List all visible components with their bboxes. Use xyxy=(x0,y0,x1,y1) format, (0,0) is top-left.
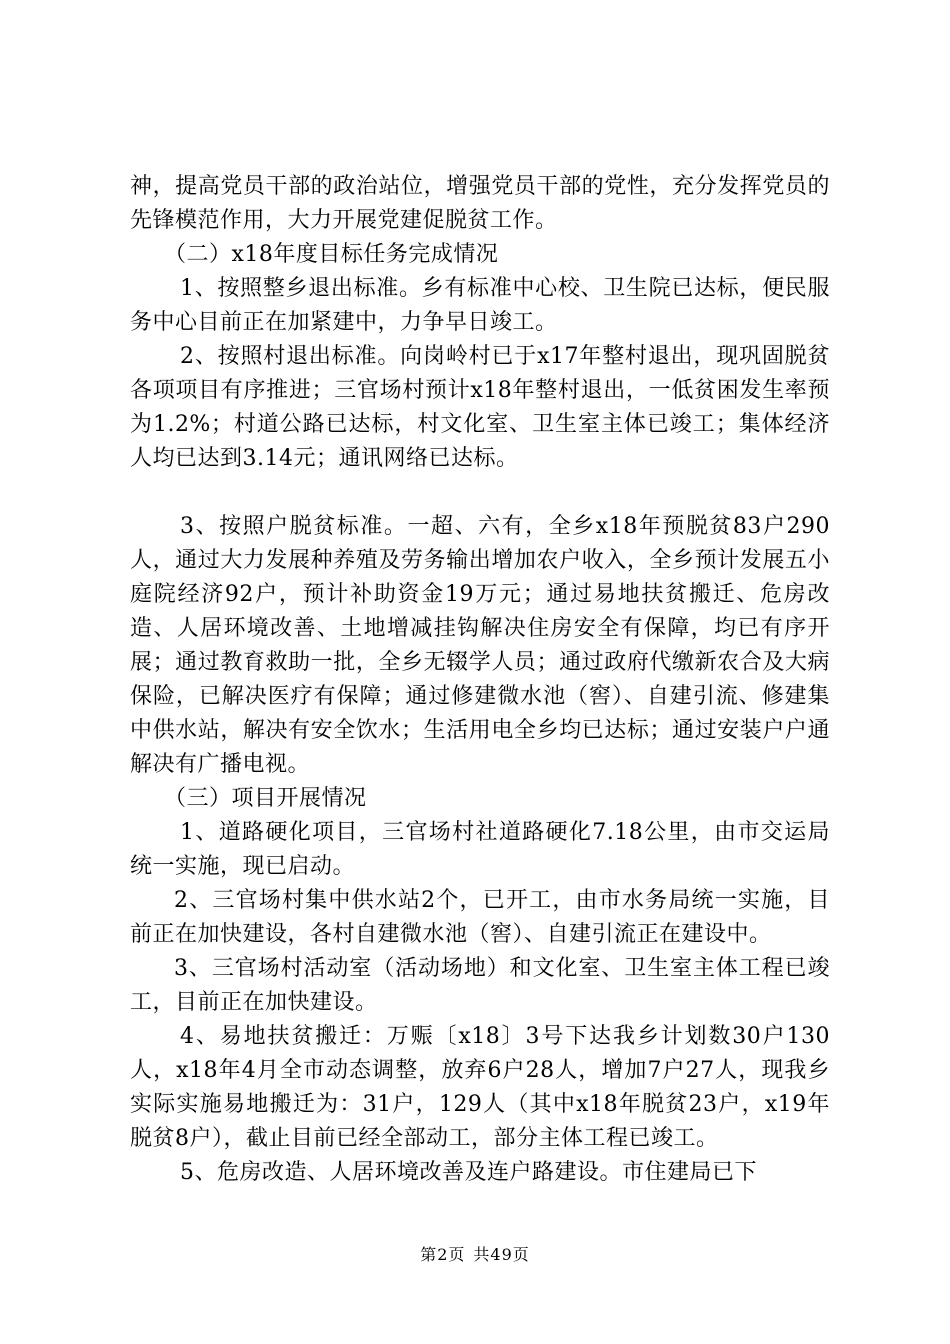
paragraph-item-1: 1、按照整乡退出标准。乡有标准中心校、卫生院已达标，便民服务中心目前正在加紧建中，力争早日竣工。 xyxy=(130,276,830,335)
paragraph-gap xyxy=(130,476,830,510)
paragraph-project-3: 3、三官场村活动室（活动场地）和文化室、卫生室主体工程已竣工，目前正在加快建设。 xyxy=(130,956,830,1015)
document-body xyxy=(130,170,830,1190)
paragraph-project-5: 5、危房改造、人居环境改善及连户路建设。市住建局已下 xyxy=(180,1160,757,1185)
section-heading-3: （三）项目开展情况 xyxy=(164,786,367,811)
page-footer xyxy=(0,1244,950,1266)
paragraph-project-4: 4、易地扶贫搬迁：万赈〔x18〕3号下达我乡计划数30户130人，x18年4月全市动态调整，放弃6户28人，增加7户27人，现我乡实际实施易地搬迁为：31户，129人（其中x18年脱贫23户，x19年脱贫8户），截止目前已经全部动工，部分主体工程已竣工。 xyxy=(130,1024,830,1151)
page-total: 共49页 xyxy=(473,1245,530,1264)
paragraph-project-1: 1、道路硬化项目，三官场村社道路硬化7.18公里，由市交运局统一实施，现已启动。 xyxy=(130,820,830,879)
page-number: 第2页 xyxy=(420,1245,466,1264)
section-heading-2: （二）x18年度目标任务完成情况 xyxy=(164,242,499,267)
paragraph-item-3: 3、按照户脱贫标准。一超、六有，全乡x18年预脱贫83户290人，通过大力发展种养殖及劳务输出增加农户收入，全乡预计发展五小庭院经济92户，预计补助资金19万元；通过易地扶贫搬迁、危房改造、人居环境改善、土地增减挂钩解决住房安全有保障，均已有序开展；通过教育救助一批，全乡无辍学人员；通过政府代缴新农合及大病保险，已解决医疗有保障；通过修建微水池（窖）、自建引流、修建集中供水站，解决有安全饮水；生活用电全乡均已达标；通过安装户户通解决有广播电视。 xyxy=(130,514,830,777)
paragraph-item-2: 2、按照村退出标准。向岗岭村已于x17年整村退出，现巩固脱贫各项项目有序推进；三官场村预计x18年整村退出，一低贫困发生率预为1.2%；村道公路已达标，村文化室、卫生室主体已竣工；集体经济人均已达到3.14元；通讯网络已达标。 xyxy=(130,344,830,471)
paragraph-project-2: 2、三官场村集中供水站2个，已开工，由市水务局统一实施，目前正在加快建设，各村自建微水池（窖）、自建引流正在建设中。 xyxy=(130,888,830,947)
paragraph-continuation: 神，提高党员干部的政治站位，增强党员干部的党性，充分发挥党员的先锋模范作用，大力开展党建促脱贫工作。 xyxy=(130,174,830,233)
